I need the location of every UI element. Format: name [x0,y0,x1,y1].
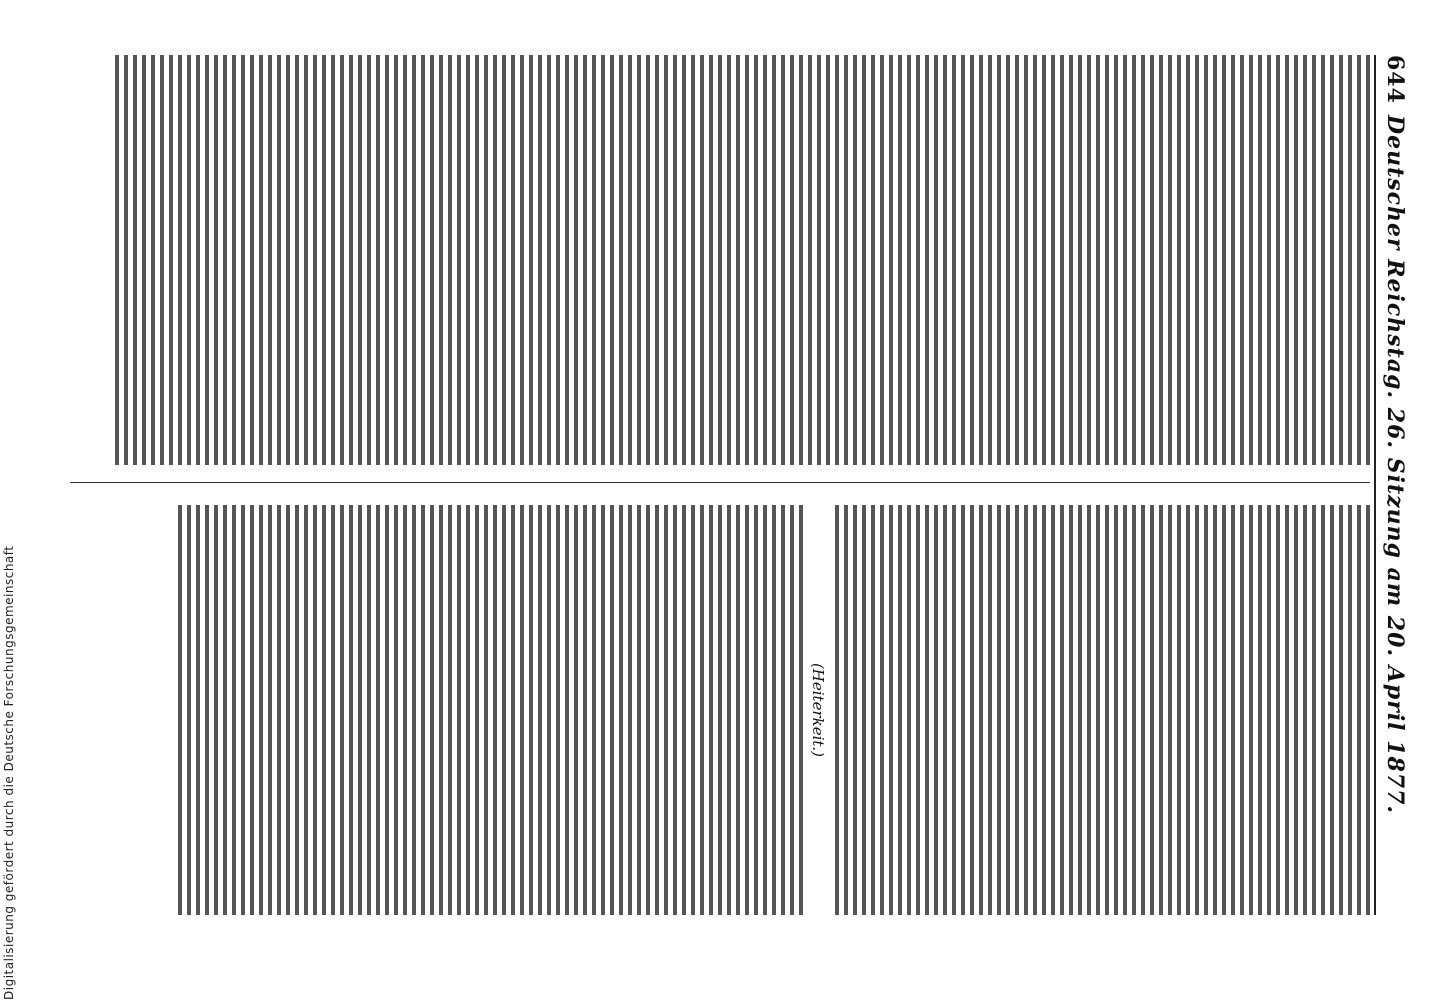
text-line [871,55,875,465]
text-line [448,505,452,915]
text-line [988,505,992,915]
text-line [952,55,956,465]
text-line [970,55,974,465]
text-line [277,55,281,465]
text-line [889,55,893,465]
text-line [511,55,515,465]
text-line [259,55,263,465]
text-line [1096,505,1100,915]
text-line [871,505,875,915]
text-line [610,505,614,915]
text-line [394,55,398,465]
text-line [772,55,776,465]
text-line [520,505,524,915]
text-line [1312,55,1316,465]
text-line [1222,505,1226,915]
text-line [1060,55,1064,465]
text-line [529,505,533,915]
text-line [1204,55,1208,465]
text-line [1249,55,1253,465]
text-line [1303,55,1307,465]
text-line [1222,55,1226,465]
text-line [1294,55,1298,465]
text-line [295,505,299,915]
text-line [241,505,245,915]
text-line [862,55,866,465]
text-line [124,55,128,465]
text-line [673,55,677,465]
text-line [1168,505,1172,915]
text-line [475,505,479,915]
text-line [1087,505,1091,915]
text-line [547,505,551,915]
text-line [421,55,425,465]
text-line [862,505,866,915]
text-line [925,55,929,465]
text-line [340,55,344,465]
text-line [286,505,290,915]
text-line [529,55,533,465]
text-line [151,55,155,465]
text-line [1285,55,1289,465]
text-line [997,55,1001,465]
text-line [754,505,758,915]
text-line [484,505,488,915]
text-line [619,55,623,465]
text-line [961,55,965,465]
text-line [349,505,353,915]
text-line [637,505,641,915]
text-line [277,505,281,915]
text-line [691,505,695,915]
text-line [1213,55,1217,465]
text-line [376,505,380,915]
column-divider [70,482,1370,483]
text-line [376,55,380,465]
text-line [1339,505,1343,915]
text-line [1231,505,1235,915]
text-line [1195,505,1199,915]
text-line [385,55,389,465]
text-line [1348,55,1352,465]
text-line [898,505,902,915]
text-line [1150,55,1154,465]
text-line [700,55,704,465]
text-line [673,505,677,915]
text-line [538,505,542,915]
text-line [790,505,794,915]
text-line [898,55,902,465]
text-line [538,55,542,465]
text-line [1357,55,1361,465]
text-line [736,55,740,465]
text-line [1330,55,1334,465]
text-line [556,505,560,915]
text-line [556,55,560,465]
right-column [70,505,1370,915]
text-line [1240,505,1244,915]
text-line [574,55,578,465]
text-line [853,55,857,465]
text-line [943,55,947,465]
text-line [358,505,362,915]
text-line [1024,55,1028,465]
text-line [1024,505,1028,915]
text-line [1366,55,1370,465]
text-line [1186,55,1190,465]
text-line [412,505,416,915]
text-line [502,55,506,465]
text-line [268,505,272,915]
text-line [1105,55,1109,465]
text-line [565,55,569,465]
text-line [880,505,884,915]
text-line [934,505,938,915]
text-line [1285,505,1289,915]
text-line [1249,505,1253,915]
text-line [682,55,686,465]
text-line [988,55,992,465]
text-line [322,55,326,465]
text-line [1339,55,1343,465]
text-line [1006,505,1010,915]
text-line [709,505,713,915]
text-line [691,55,695,465]
text-line [1168,55,1172,465]
text-line [718,505,722,915]
text-line [637,55,641,465]
text-line [1258,55,1262,465]
text-line [1213,505,1217,915]
text-line [1087,55,1091,465]
text-line [241,55,245,465]
text-line [1141,505,1145,915]
text-line [1033,505,1037,915]
text-line [916,505,920,915]
text-line [430,55,434,465]
text-line [196,505,200,915]
running-head: Deutscher Reichstag. 26. Sitzung am 20. April 1877. [1382,115,1408,815]
text-line [520,55,524,465]
text-line [160,55,164,465]
text-line [1159,55,1163,465]
text-line [403,55,407,465]
text-line [1114,55,1118,465]
text-line [232,505,236,915]
text-line [1312,505,1316,915]
text-line [943,505,947,915]
text-line [736,505,740,915]
text-line [1006,55,1010,465]
text-line [547,55,551,465]
text-line [223,55,227,465]
text-line [844,505,848,915]
text-line [844,55,848,465]
text-line [394,505,398,915]
text-line [196,55,200,465]
text-line [1267,505,1271,915]
text-line [916,55,920,465]
text-line [979,55,983,465]
text-line [331,505,335,915]
text-line [1321,55,1325,465]
text-line [790,55,794,465]
text-line [1330,505,1334,915]
text-line [457,505,461,915]
text-line [817,55,821,465]
text-line [1123,55,1127,465]
text-line [709,55,713,465]
text-line [745,55,749,465]
text-line [1186,505,1190,915]
text-line [889,505,893,915]
text-line [133,55,137,465]
text-line [1267,55,1271,465]
text-line [592,55,596,465]
text-line [772,505,776,915]
text-line [745,505,749,915]
text-line [961,505,965,915]
text-line [934,55,938,465]
text-line [1042,55,1046,465]
text-line [763,55,767,465]
text-line [1042,505,1046,915]
text-line [1105,505,1109,915]
text-line [907,505,911,915]
text-line [1276,55,1280,465]
text-line [493,55,497,465]
text-line [997,505,1001,915]
text-line [250,55,254,465]
text-line [1132,55,1136,465]
text-line [727,55,731,465]
text-line [565,505,569,915]
text-line [646,55,650,465]
text-line [682,505,686,915]
text-line [1348,505,1352,915]
text-line [1069,505,1073,915]
text-line [664,505,668,915]
text-line [1177,55,1181,465]
text-line [835,55,839,465]
text-line [583,55,587,465]
text-line [907,55,911,465]
text-line [1177,505,1181,915]
text-line [169,55,173,465]
text-line [295,55,299,465]
text-line [1051,505,1055,915]
text-line [1366,505,1370,915]
text-line [781,505,785,915]
text-line [1150,505,1154,915]
text-line [1060,505,1064,915]
text-line [826,55,830,465]
text-line [835,505,839,915]
text-line [448,55,452,465]
text-line [1069,55,1073,465]
text-line [1123,505,1127,915]
text-line [493,505,497,915]
text-line [214,55,218,465]
text-line [1258,505,1262,915]
text-line [1303,505,1307,915]
text-line [115,55,119,465]
page-number: 644 [1382,55,1408,104]
text-line [763,505,767,915]
text-line [313,505,317,915]
text-line [628,55,632,465]
text-line [979,505,983,915]
text-line [610,55,614,465]
text-line [250,505,254,915]
text-line [1231,55,1235,465]
text-line [439,505,443,915]
text-line [421,505,425,915]
text-line [583,505,587,915]
text-line [502,505,506,915]
text-line [1015,505,1019,915]
text-line [1159,505,1163,915]
text-line [853,505,857,915]
text-line [331,55,335,465]
text-line [1078,55,1082,465]
text-line [592,505,596,915]
text-line [304,505,308,915]
text-line [799,55,803,465]
text-line [1132,505,1136,915]
text-line [1096,55,1100,465]
text-line [385,505,389,915]
text-line [466,55,470,465]
text-line [628,505,632,915]
header-rule [1374,55,1376,915]
text-line [1051,55,1055,465]
text-line [727,505,731,915]
text-line [664,55,668,465]
text-line [340,505,344,915]
text-line [574,505,578,915]
text-line [700,505,704,915]
text-line [457,55,461,465]
text-line [232,55,236,465]
text-line [1141,55,1145,465]
text-line [358,55,362,465]
parenthetical-note: (Heiterkeit.) [809,662,827,758]
text-line [367,55,371,465]
text-line [349,55,353,465]
text-line [304,55,308,465]
text-line [412,55,416,465]
text-line [601,505,605,915]
text-line [205,55,209,465]
text-line [1078,505,1082,915]
text-line [223,505,227,915]
text-line [430,505,434,915]
text-line [187,505,191,915]
text-line [808,55,812,465]
text-line [1357,505,1361,915]
text-line [1033,55,1037,465]
page-header [1378,55,1412,915]
text-line [205,505,209,915]
text-line [367,505,371,915]
text-line [1321,505,1325,915]
text-line [1114,505,1118,915]
text-line [655,55,659,465]
text-line [178,505,182,915]
text-line [601,55,605,465]
text-line [1276,505,1280,915]
text-line [268,55,272,465]
text-line [1195,55,1199,465]
text-line [925,505,929,915]
text-line [970,505,974,915]
text-line [142,55,146,465]
text-line [466,505,470,915]
text-line [178,55,182,465]
text-line [655,505,659,915]
text-line [403,505,407,915]
text-line [484,55,488,465]
text-line [799,505,803,915]
text-line [880,55,884,465]
text-line [313,55,317,465]
text-line [952,505,956,915]
text-line [322,505,326,915]
text-line [511,505,515,915]
text-line [286,55,290,465]
text-line [1294,505,1298,915]
text-line [754,55,758,465]
digitization-note: Digitalisierung gefördert durch die Deutsche Forschungsgemeinschaft [2,545,16,1000]
text-line [439,55,443,465]
text-line [214,505,218,915]
text-line [646,505,650,915]
text-line [1015,55,1019,465]
text-line [259,505,263,915]
text-line [718,55,722,465]
text-line [1240,55,1244,465]
text-line [1204,505,1208,915]
text-line [619,505,623,915]
text-line [475,55,479,465]
text-line [187,55,191,465]
text-line [781,55,785,465]
left-column [70,55,1370,465]
